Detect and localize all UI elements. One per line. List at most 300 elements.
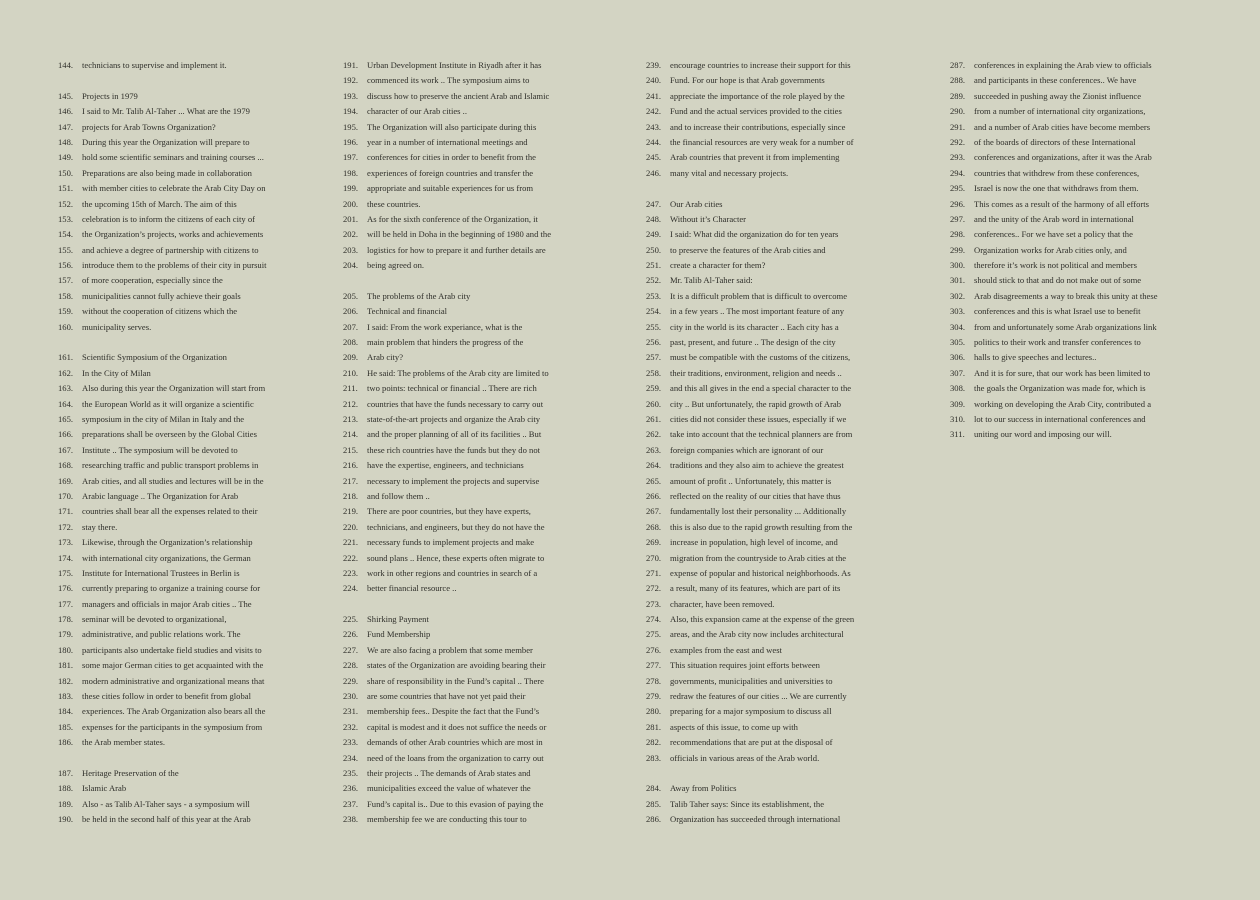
line-number: 220. — [343, 521, 359, 532]
text-line — [343, 412, 633, 427]
line-text: logistics for how to prepare it and further details are — [367, 244, 546, 255]
line-text: Fund’s capital is.. Due to this evasion of paying the — [367, 798, 544, 809]
text-line — [343, 135, 633, 150]
line-text: projects for Arab Towns Organization? — [82, 121, 216, 132]
line-number: 153. — [58, 213, 74, 224]
line-text: Arabic language .. The Organization for Arab — [82, 490, 239, 501]
text-line — [58, 397, 348, 412]
line-text: municipalities cannot fully achieve their goals — [82, 290, 241, 301]
line-number: 306. — [950, 352, 966, 363]
line-number: 298. — [950, 229, 966, 240]
line-text: seminar will be devoted to organizational, — [82, 614, 227, 625]
line-number: 197. — [343, 152, 359, 163]
line-number: 250. — [646, 244, 662, 255]
line-text: Scientific Symposium of the Organization — [82, 352, 227, 363]
line-number: 304. — [950, 321, 966, 332]
line-number: 254. — [646, 306, 662, 317]
line-number: 252. — [646, 275, 662, 286]
line-text: will be held in Doha in the beginning of 1980 and the — [367, 229, 552, 240]
line-number: 208. — [343, 337, 359, 348]
line-number: 170. — [58, 490, 74, 501]
text-line — [343, 504, 633, 519]
line-text: and participants in these conferences.. We have — [974, 75, 1137, 86]
line-text: the European World as it will organize a scientific — [82, 398, 254, 409]
text-line — [950, 273, 1240, 288]
text-line — [950, 350, 1240, 365]
text-line — [646, 273, 936, 288]
text-line — [950, 58, 1240, 73]
text-line — [646, 612, 936, 627]
line-text: Arab city? — [367, 352, 404, 363]
line-text: character, have been removed. — [670, 598, 775, 609]
line-number: 226. — [343, 629, 359, 640]
line-number: 234. — [343, 752, 359, 763]
text-line — [646, 427, 936, 442]
text-line — [58, 520, 348, 535]
line-text: have the expertise, engineers, and technicians — [367, 460, 524, 471]
line-number: 236. — [343, 783, 359, 794]
line-number: 215. — [343, 444, 359, 455]
text-line — [950, 135, 1240, 150]
line-number: 149. — [58, 152, 74, 163]
text-line — [343, 535, 633, 550]
line-number: 163. — [58, 383, 74, 394]
line-number: 161. — [58, 352, 74, 363]
line-number: 144. — [58, 60, 74, 70]
line-text: Institute .. The symposium will be devoted to — [82, 444, 238, 455]
line-number: 158. — [58, 290, 74, 301]
line-number: 282. — [646, 737, 662, 748]
line-text: be held in the second half of this year at the Arab — [82, 814, 251, 825]
line-text: recommendations that are put at the disposal of — [670, 737, 833, 748]
line-text: of more cooperation, especially since the — [82, 275, 223, 286]
line-number: 240. — [646, 75, 662, 86]
text-line — [58, 504, 348, 519]
line-text: with international city organizations, the German — [82, 552, 251, 563]
text-line — [58, 474, 348, 489]
line-text: and to increase their contributions, especially since — [670, 121, 846, 132]
text-line — [58, 181, 348, 196]
line-number: 272. — [646, 583, 662, 594]
line-number: 307. — [950, 367, 966, 378]
line-text: cities did not consider these issues, especially if we — [670, 413, 847, 424]
line-number: 218. — [343, 490, 359, 501]
line-text: lot to our success in international conferences and — [974, 413, 1146, 424]
text-line — [58, 89, 348, 104]
line-text: the financial resources are very weak for a number of — [670, 136, 854, 147]
line-number: 273. — [646, 598, 662, 609]
line-number: 281. — [646, 721, 662, 732]
line-text: municipality serves. — [82, 321, 152, 332]
line-text: fundamentally lost their personality ... Additionally — [670, 506, 847, 517]
line-number: 203. — [343, 244, 359, 255]
line-text: these cities follow in order to benefit from global — [82, 691, 251, 702]
line-number: 210. — [343, 367, 359, 378]
text-line — [343, 73, 633, 88]
line-text: conferences in explaining the Arab view to officials — [974, 60, 1152, 70]
line-number: 213. — [343, 413, 359, 424]
text-line — [646, 720, 936, 735]
line-number: 198. — [343, 167, 359, 178]
text-line — [58, 166, 348, 181]
line-number: 183. — [58, 691, 74, 702]
line-number: 206. — [343, 306, 359, 317]
blank-line — [343, 597, 633, 612]
text-line — [646, 520, 936, 535]
line-number: 152. — [58, 198, 74, 209]
line-number: 308. — [950, 383, 966, 394]
text-line — [646, 658, 936, 673]
line-text: Fund Membership — [367, 629, 431, 640]
text-line — [58, 704, 348, 719]
line-number: 166. — [58, 429, 74, 440]
text-line — [646, 458, 936, 473]
line-number: 233. — [343, 737, 359, 748]
line-text: redraw the features of our cities ... We are currently — [670, 691, 847, 702]
text-line — [343, 704, 633, 719]
line-number: 303. — [950, 306, 966, 317]
line-number: 172. — [58, 521, 74, 532]
line-number: 167. — [58, 444, 74, 455]
line-number: 239. — [646, 60, 662, 70]
line-text: and follow them .. — [367, 490, 430, 501]
line-number: 175. — [58, 567, 74, 578]
line-number: 235. — [343, 767, 359, 778]
blank-line — [646, 766, 936, 781]
text-line — [58, 120, 348, 135]
line-number: 157. — [58, 275, 74, 286]
line-number: 221. — [343, 537, 359, 548]
line-text: celebration is to inform the citizens of each city of — [82, 213, 256, 224]
line-text: of the boards of directors of these International — [974, 136, 1136, 147]
line-number: 288. — [950, 75, 966, 86]
line-text: symposium in the city of Milan in Italy and the — [82, 413, 245, 424]
text-line — [950, 427, 1240, 442]
text-line — [343, 689, 633, 704]
line-number: 178. — [58, 614, 74, 625]
line-number: 302. — [950, 290, 966, 301]
line-text: increase in population, high level of income, and — [670, 537, 838, 548]
text-column-1 — [58, 58, 348, 828]
line-text: Our Arab cities — [670, 198, 723, 209]
line-text: share of responsibility in the Fund’s capital .. There — [367, 675, 544, 686]
line-text: Institute for International Trustees in Berlin is — [82, 567, 240, 578]
line-text: work in other regions and countries in search of a — [367, 567, 538, 578]
line-text: It is a difficult problem that is difficult to overcome — [670, 290, 848, 301]
line-text: city in the world is its character .. Each city has a — [670, 321, 839, 332]
line-text: year in a number of international meetings and — [367, 136, 528, 147]
text-line — [343, 197, 633, 212]
line-number: 255. — [646, 321, 662, 332]
text-line — [343, 551, 633, 566]
text-line — [646, 674, 936, 689]
text-line — [343, 120, 633, 135]
text-line — [343, 674, 633, 689]
line-number: 251. — [646, 260, 662, 271]
line-text: administrative, and public relations work. The — [82, 629, 241, 640]
line-number: 209. — [343, 352, 359, 363]
line-text: countries that withdrew from these conferences, — [974, 167, 1140, 178]
text-line — [58, 797, 348, 812]
line-text: managers and officials in major Arab cities .. The — [82, 598, 252, 609]
line-text: these countries. — [367, 198, 421, 209]
line-number: 249. — [646, 229, 662, 240]
line-text: Shirking Payment — [367, 614, 429, 625]
text-line — [950, 304, 1240, 319]
line-text: their projects .. The demands of Arab states and — [367, 767, 531, 778]
line-number: 274. — [646, 614, 662, 625]
line-number: 201. — [343, 213, 359, 224]
line-number: 301. — [950, 275, 966, 286]
text-line — [646, 197, 936, 212]
text-line — [58, 612, 348, 627]
line-text: technicians to supervise and implement it. — [82, 60, 227, 70]
line-number: 192. — [343, 75, 359, 86]
text-line — [950, 150, 1240, 165]
text-line — [646, 212, 936, 227]
line-number: 204. — [343, 260, 359, 271]
line-text: the upcoming 15th of March. The aim of this — [82, 198, 237, 209]
line-text: Talib Taher says: Since its establishment, the — [670, 798, 825, 809]
line-number: 168. — [58, 460, 74, 471]
text-line — [343, 304, 633, 319]
line-text: membership fee we are conducting this tour to — [367, 814, 527, 825]
text-line — [343, 781, 633, 796]
text-line — [343, 366, 633, 381]
line-number: 290. — [950, 106, 966, 117]
text-line — [646, 350, 936, 365]
line-number: 184. — [58, 706, 74, 717]
line-text: Arab countries that prevent it from implementing — [670, 152, 840, 163]
text-line — [950, 397, 1240, 412]
line-number: 275. — [646, 629, 662, 640]
text-line — [343, 320, 633, 335]
line-text: Urban Development Institute in Riyadh after it has — [367, 60, 542, 70]
line-number: 295. — [950, 183, 966, 194]
line-number: 156. — [58, 260, 74, 271]
line-number: 154. — [58, 229, 74, 240]
line-text: migration from the countryside to Arab cities at the — [670, 552, 847, 563]
line-number: 190. — [58, 814, 74, 825]
line-number: 311. — [950, 429, 965, 440]
line-number: 284. — [646, 783, 662, 794]
line-text: expense of popular and historical neighborhoods. As — [670, 567, 851, 578]
line-text: must be compatible with the customs of the citizens, — [670, 352, 851, 363]
text-line — [950, 227, 1240, 242]
text-line — [646, 597, 936, 612]
line-text: past, present, and future .. The design of the city — [670, 337, 836, 348]
text-line — [343, 627, 633, 642]
line-text: from a number of international city organizations, — [974, 106, 1146, 117]
line-text: Arab disagreements a way to break this unity at these — [974, 290, 1158, 301]
text-line — [58, 781, 348, 796]
line-number: 228. — [343, 660, 359, 671]
text-line — [343, 243, 633, 258]
text-line — [343, 104, 633, 119]
line-text: state-of-the-art projects and organize the Arab city — [367, 413, 541, 424]
line-text: their traditions, environment, religion and needs .. — [670, 367, 842, 378]
text-line — [646, 120, 936, 135]
line-number: 212. — [343, 398, 359, 409]
text-line — [58, 381, 348, 396]
text-line — [950, 212, 1240, 227]
line-text: Organization has succeeded through international — [670, 814, 841, 825]
line-text: aspects of this issue, to come up with — [670, 721, 798, 732]
line-text: During this year the Organization will prepare to — [82, 136, 250, 147]
line-text: Organization works for Arab cities only, and — [974, 244, 1127, 255]
text-line — [343, 258, 633, 273]
text-line — [646, 258, 936, 273]
line-number: 264. — [646, 460, 662, 471]
text-line — [343, 612, 633, 627]
line-text: Also, this expansion came at the expense of the green — [670, 614, 855, 625]
text-line — [343, 443, 633, 458]
line-number: 262. — [646, 429, 662, 440]
text-line — [646, 735, 936, 750]
line-number: 165. — [58, 413, 74, 424]
line-number: 187. — [58, 767, 74, 778]
text-line — [58, 227, 348, 242]
line-text: conferences and organizations, after it was the Arab — [974, 152, 1152, 163]
line-text: and a number of Arab cities have become members — [974, 121, 1151, 132]
line-number: 268. — [646, 521, 662, 532]
text-line — [950, 258, 1240, 273]
line-text: appropriate and suitable experiences for us from — [367, 183, 534, 194]
line-number: 237. — [343, 798, 359, 809]
line-text: character of our Arab cities .. — [367, 106, 467, 117]
line-text: necessary to implement the projects and supervise — [367, 475, 540, 486]
line-text: Likewise, through the Organization’s relationship — [82, 537, 253, 548]
line-text: and the unity of the Arab word in international — [974, 213, 1134, 224]
text-line — [646, 366, 936, 381]
text-line — [646, 104, 936, 119]
line-number: 279. — [646, 691, 662, 702]
text-line — [58, 597, 348, 612]
line-number: 155. — [58, 244, 74, 255]
text-line — [58, 320, 348, 335]
line-text: working on developing the Arab City, contributed a — [974, 398, 1152, 409]
line-text: and this all gives in the end a special character to the — [670, 383, 852, 394]
line-number: 243. — [646, 121, 662, 132]
line-text: better financial resource .. — [367, 583, 457, 594]
text-line — [343, 735, 633, 750]
text-line — [646, 781, 936, 796]
text-line — [646, 704, 936, 719]
text-column-4 — [950, 58, 1240, 443]
line-text: countries shall bear all the expenses related to their — [82, 506, 258, 517]
line-number: 224. — [343, 583, 359, 594]
line-text: officials in various areas of the Arab world. — [670, 752, 820, 763]
line-text: currently preparing to organize a training course for — [82, 583, 261, 594]
text-line — [58, 443, 348, 458]
line-text: foreign companies which are ignorant of our — [670, 444, 824, 455]
text-line — [343, 812, 633, 827]
text-line — [646, 581, 936, 596]
line-text: I said to Mr. Talib Al-Taher ... What are the 1979 — [82, 106, 250, 117]
text-line — [343, 566, 633, 581]
line-text: commenced its work .. The symposium aims to — [367, 75, 530, 86]
text-line — [58, 735, 348, 750]
line-text: states of the Organization are avoiding bearing their — [367, 660, 546, 671]
text-line — [343, 766, 633, 781]
text-line — [646, 797, 936, 812]
line-number: 297. — [950, 213, 966, 224]
line-number: 217. — [343, 475, 359, 486]
line-number: 162. — [58, 367, 74, 378]
line-number: 182. — [58, 675, 74, 686]
line-text: necessary funds to implement projects and make — [367, 537, 535, 548]
text-line — [646, 474, 936, 489]
line-number: 171. — [58, 506, 74, 517]
line-number: 150. — [58, 167, 74, 178]
blank-line — [58, 335, 348, 350]
line-number: 173. — [58, 537, 74, 548]
line-number: 266. — [646, 490, 662, 501]
text-line — [58, 535, 348, 550]
text-line — [950, 73, 1240, 88]
text-line — [343, 166, 633, 181]
text-line — [58, 350, 348, 365]
line-number: 164. — [58, 398, 74, 409]
line-text: introduce them to the problems of their city in pursuit — [82, 260, 267, 271]
line-text: conferences and this is what Israel use to benefit — [974, 306, 1141, 317]
line-text: demands of other Arab countries which are most in — [367, 737, 543, 748]
text-line — [58, 273, 348, 288]
line-number: 160. — [58, 321, 74, 332]
text-line — [58, 197, 348, 212]
text-line — [646, 551, 936, 566]
line-text: conferences.. For we have set a policy that the — [974, 229, 1133, 240]
text-line — [646, 812, 936, 827]
text-line — [343, 350, 633, 365]
line-text: reflected on the reality of our cities that have thus — [670, 490, 841, 501]
line-text: Technical and financial — [367, 306, 448, 317]
text-line — [646, 381, 936, 396]
line-number: 205. — [343, 290, 359, 301]
line-text: a result, many of its features, which are part of its — [670, 583, 841, 594]
line-number: 248. — [646, 213, 662, 224]
line-text: Away from Politics — [670, 783, 737, 794]
text-line — [58, 720, 348, 735]
text-line — [343, 150, 633, 165]
line-number: 267. — [646, 506, 662, 517]
text-line — [58, 643, 348, 658]
line-number: 269. — [646, 537, 662, 548]
text-line — [58, 489, 348, 504]
text-line — [950, 320, 1240, 335]
line-number: 174. — [58, 552, 74, 563]
line-number: 195. — [343, 121, 359, 132]
line-number: 309. — [950, 398, 966, 409]
line-number: 207. — [343, 321, 359, 332]
line-text: Also during this year the Organization will start from — [82, 383, 266, 394]
text-line — [58, 258, 348, 273]
line-number: 247. — [646, 198, 662, 209]
line-number: 244. — [646, 136, 662, 147]
line-text: main problem that hinders the progress of the — [367, 337, 524, 348]
line-number: 294. — [950, 167, 966, 178]
line-number: 145. — [58, 90, 74, 101]
line-text: There are poor countries, but they have experts, — [367, 506, 531, 517]
line-number: 292. — [950, 136, 966, 147]
line-text: preparations shall be overseen by the Global Cities — [82, 429, 257, 440]
line-number: 277. — [646, 660, 662, 671]
text-line — [950, 197, 1240, 212]
blank-line — [646, 181, 936, 196]
line-number: 211. — [343, 383, 358, 394]
line-number: 260. — [646, 398, 662, 409]
line-text: Fund. For our hope is that Arab governments — [670, 75, 825, 86]
